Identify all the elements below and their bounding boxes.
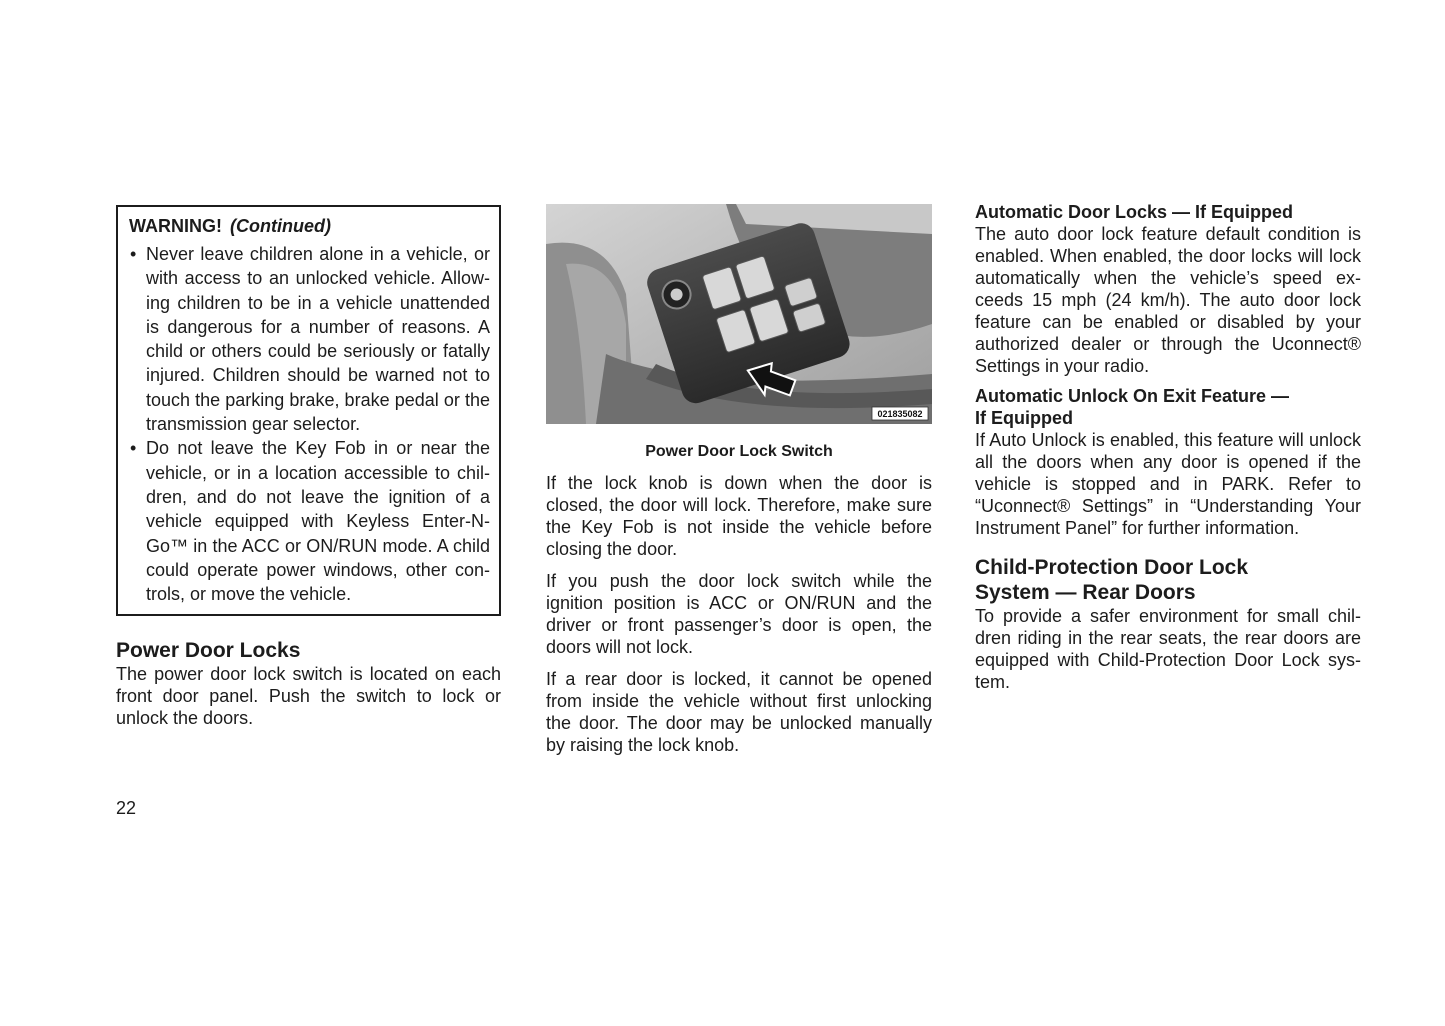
auto-unlock-heading-line1: Automatic Unlock On Exit Feature — bbox=[975, 386, 1290, 406]
figure-caption: Power Door Lock Switch bbox=[645, 443, 833, 460]
auto-door-locks-body: The auto door lock feature default condition is enabled. When enabled, the door locks will lock automatically when the vehicle’s speed ex-ceeds 15 mph (24 km/h). The auto door lock feature can be enabled or disabled by your authorized dealer or through the Uconnect® Settings in your radio. bbox=[975, 224, 1361, 376]
auto-door-locks-section bbox=[975, 201, 1361, 377]
warning-box bbox=[116, 205, 501, 616]
child-protection-heading-line1: Child-Protection Door Lock bbox=[975, 556, 1248, 579]
auto-unlock-heading-line2: If Equipped bbox=[975, 408, 1073, 428]
warning-item-text: Do not leave the Key Fob in or near the vehicle, or in a location accessible to chil-dren, and do not leave the ignition of a vehicle equipped with Keyless Enter-N-Go™ in the ACC or ON/RUN mode. A child could operate power windows, other con-trols, or move the vehicle. bbox=[146, 438, 490, 605]
power-door-locks-section bbox=[116, 638, 501, 729]
door-lock-switch-photo bbox=[546, 204, 932, 424]
power-door-locks-heading: Power Door Locks bbox=[116, 639, 301, 662]
paragraph: If a rear door is locked, it cannot be opened from inside the vehicle without first unlocking the door. The door may be unlocked manually by raising the lock knob. bbox=[546, 669, 932, 755]
warning-list bbox=[130, 242, 490, 606]
warning-item-text: Never leave children alone in a vehicle, or with access to an unlocked vehicle. Allow-ing children to be in a vehicle unattended is dangerous for a number of reasons. A child or others could be seriously or fatally injured. Children should be warned not to touch the parking brake, brake pedal or the transmission gear selector. bbox=[146, 244, 490, 435]
child-protection-heading-line2: System — Rear Doors bbox=[975, 581, 1196, 604]
door-panel-illustration bbox=[546, 204, 932, 424]
paragraph: If the lock knob is down when the door is closed, the door will lock. Therefore, make sure the Key Fob is not inside the vehicle before closing the door. bbox=[546, 473, 932, 559]
paragraph: If you push the door lock switch while the ignition position is ACC or ON/RUN and the driver or front passenger’s door is open, the doors will not lock. bbox=[546, 571, 932, 657]
auto-unlock-section bbox=[975, 385, 1361, 539]
warning-label: WARNING! bbox=[129, 216, 222, 236]
bullet-icon: • bbox=[130, 438, 137, 459]
warning-continued: (Continued) bbox=[230, 216, 331, 236]
power-door-locks-body: The power door lock switch is located on each front door panel. Push the switch to lock or unlock the doors. bbox=[116, 664, 501, 728]
auto-door-locks-heading: Automatic Door Locks — If Equipped bbox=[975, 202, 1294, 222]
child-protection-section bbox=[975, 555, 1361, 693]
auto-unlock-body: If Auto Unlock is enabled, this feature will unlock all the doors when any door is opened if the vehicle is stopped and in PARK. Refer to “Uconnect® Settings” in “Understanding Your Instrument Panel” for further information. bbox=[975, 430, 1361, 538]
bullet-icon: • bbox=[130, 244, 137, 264]
child-protection-body: To provide a safer environment for small chil-dren riding in the rear seats, the rear doors are equipped with Child-Protection Door Lock sys-tem. bbox=[975, 606, 1361, 692]
warning-item bbox=[130, 436, 490, 606]
warning-title bbox=[129, 216, 331, 237]
figure-code: 021835082 bbox=[877, 409, 923, 419]
warning-item bbox=[130, 242, 490, 436]
middle-text bbox=[546, 472, 932, 756]
page-number: 22 bbox=[116, 798, 137, 818]
